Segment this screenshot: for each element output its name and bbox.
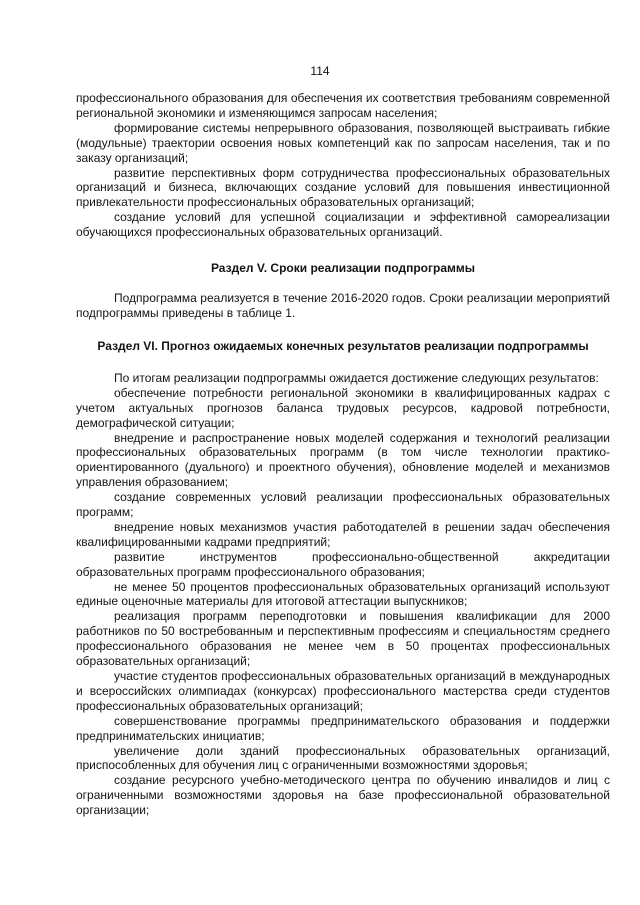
- list-item: обеспечение потребности региональной экономики в квалифицированных кадрах с учетом актуальных прогнозов баланса трудовых ресурсов, кадровой потребности, демографической ситуации;: [76, 385, 610, 430]
- paragraph: создание условий для успешной социализации и эффективной самореализации обучающихся профессиональных образовательных организаций.: [76, 210, 610, 240]
- paragraph: Подпрограмма реализуется в течение 2016-2020 годов. Сроки реализации мероприятий подпрограммы приведены в таблице 1.: [76, 291, 610, 320]
- list-item: реализация программ переподготовки и повышения квалификации для 2000 работников по 50 востребованным и перспективным профессиям и специальностям среднего профессионального образования не менее чем в 50 процентах профессиональных образовательных организаций;: [76, 609, 610, 669]
- list-item: создание современных условий реализации профессиональных образовательных программ;: [76, 490, 610, 520]
- paragraph: профессионального образования для обеспечения их соответствия требованиям современной региональной экономики и изменяющимся запросам населения;: [76, 91, 610, 120]
- section-heading-5: Раздел V. Сроки реализации подпрограммы: [210, 261, 476, 276]
- paragraph: По итогам реализации подпрограммы ожидается достижение следующих результатов:: [114, 370, 599, 385]
- page-content: [76, 91, 610, 818]
- section-heading-6: Раздел VI. Прогноз ожидаемых конечных результатов реализации подпрограммы: [97, 338, 589, 353]
- list-item: совершенствование программы предпринимательского образования и поддержки предпринимательских инициатив;: [76, 713, 610, 743]
- list-item: создание ресурсного учебно-методического центра по обучению инвалидов и лиц с ограниченными возможностями здоровья на базе профессиональной образовательной организации;: [76, 773, 610, 818]
- list-item: внедрение и распространение новых моделей содержания и технологий реализации профессиональных образовательных программ (в том числе технологии практико-ориентированного (дуального) и проектного обучения), обновление моделей и механизмов управления образованием;: [76, 430, 610, 490]
- list-item: не менее 50 процентов профессиональных образовательных организаций используют единые оценочные материалы для итоговой аттестации выпускников;: [76, 579, 610, 609]
- paragraph: развитие перспективных форм сотрудничества профессиональных образовательных организаций и бизнеса, включающих создание условий для повышения инвестиционной привлекательности профессиональных образовательных организаций;: [76, 165, 610, 210]
- page-number: 114: [310, 64, 330, 78]
- list-item: внедрение новых механизмов участия работодателей в решении задач обеспечения квалифицированными кадрами предприятий;: [76, 519, 610, 549]
- list-item: участие студентов профессиональных образовательных организаций в международных и всероссийских олимпиадах (конкурсах) профессионального мастерства среди студентов профессиональных образовательных организаций;: [76, 669, 610, 713]
- list-item: увеличение доли зданий профессиональных образовательных организаций, приспособленных для обучения лиц с ограниченными возможностями здоровья;: [76, 743, 610, 773]
- list-item: развитие инструментов профессионально-общественной аккредитации образовательных программ профессионального образования;: [76, 549, 610, 579]
- paragraph: формирование системы непрерывного образования, позволяющей выстраивать гибкие (модульные) траектории освоения новых компетенций как по запросам населения, так и по заказу организаций;: [76, 120, 610, 165]
